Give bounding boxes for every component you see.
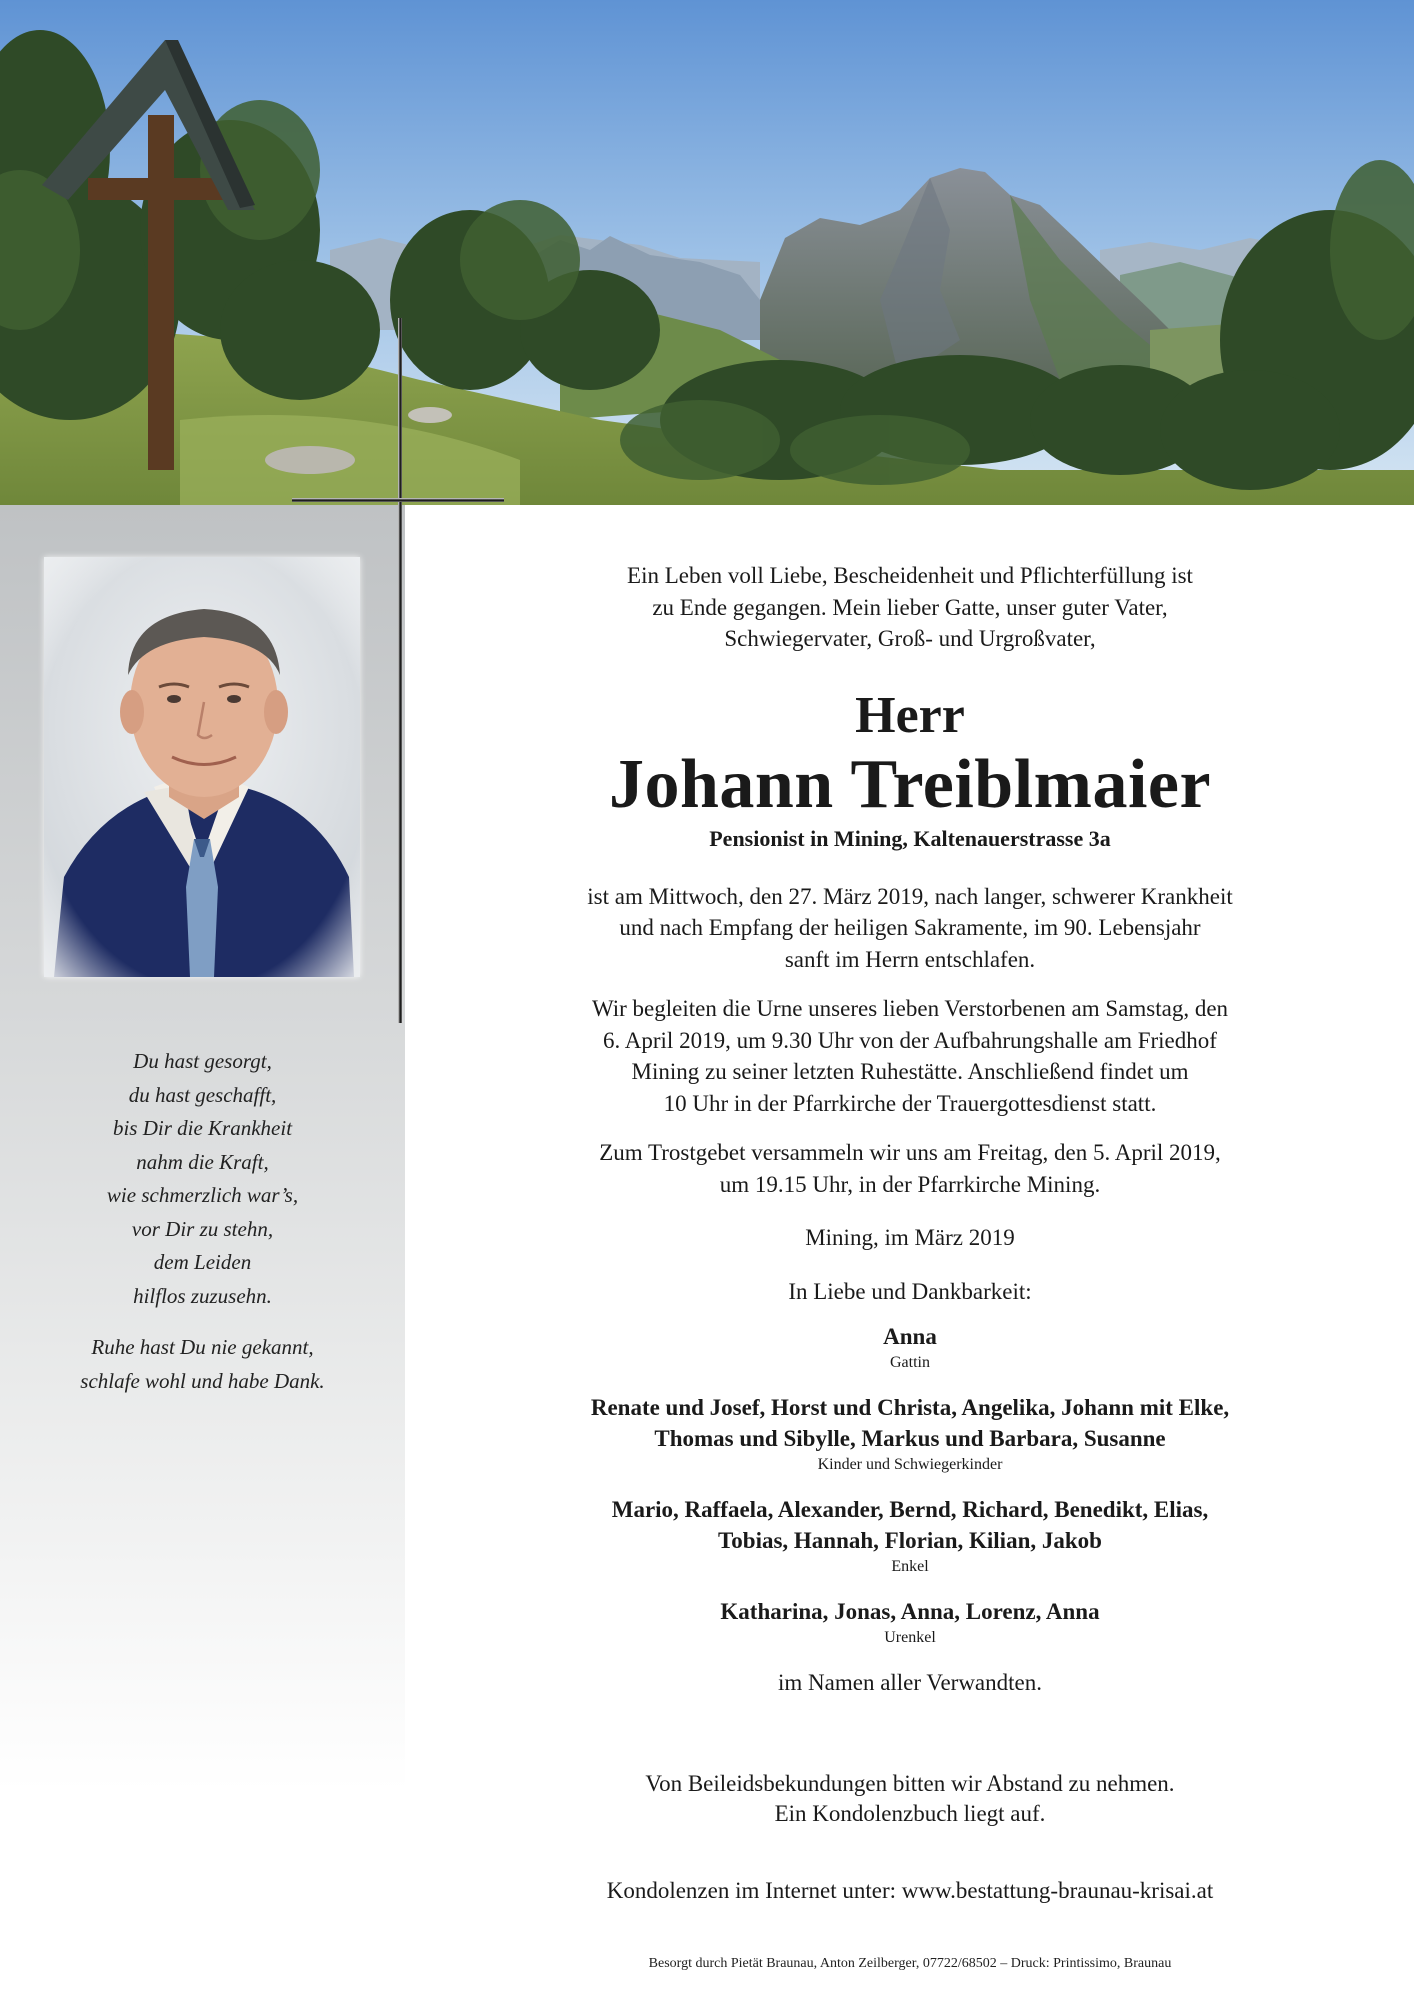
obituary-text [520,560,1300,1906]
death-line: ist am Mittwoch, den 27. März 2019, nach langer, schwerer Krankheit [587,883,1233,909]
deceased-subtitle: Pensionist in Mining, Kaltenauerstrasse 3a [709,825,1111,851]
funeral-line: 6. April 2019, um 9.30 Uhr von der Aufbahrungshalle am Friedhof [603,1027,1217,1053]
note-line: Ein Kondolenzbuch liegt auf. [774,1800,1046,1826]
family-names-line: Renate und Josef, Horst und Christa, Angelika, Johann mit Elke, [590,1395,1230,1420]
poem-stanza [30,1331,375,1398]
poem-line: dem Leiden [153,1250,252,1274]
poem-line: du hast geschafft, [128,1082,277,1107]
poem [30,1045,375,1416]
funeral-line: Mining zu seiner letzten Ruhestätte. Anschließend findet um [631,1059,1189,1084]
family-names: Katharina, Jonas, Anna, Lorenz, Anna [720,1599,1100,1624]
thanks-line: In Liebe und Dankbarkeit: [788,1278,1032,1304]
deceased-name: Johann Treiblmaier [608,745,1212,823]
poem-line: hilflos zuzusehn. [133,1283,272,1308]
poem-line: wie schmerzlich war’s, [106,1183,299,1207]
family-names: Anna [883,1324,937,1349]
prayer-line: um 19.15 Uhr, in der Pfarrkirche Mining. [719,1171,1101,1197]
funeral-line: Wir begleiten die Urne unseres lieben Verstorbenen am Samstag, den [591,996,1229,1021]
family-role: Urenkel [884,1629,936,1646]
family-names [520,1392,1300,1454]
poem-stanza [30,1045,375,1313]
sidebar [0,505,405,2000]
funeral-line: 10 Uhr in der Pfarrkirche der Trauergottesdienst statt. [663,1090,1157,1116]
cross-divider-horizontal [292,498,504,502]
cross-divider-vertical [398,318,402,1023]
intro-line: zu Ende gegangen. Mein lieber Gatte, unser guter Vater, [652,594,1168,620]
death-line: und nach Empfang der heiligen Sakramente, im 90. Lebensjahr [619,915,1201,940]
death-paragraph [520,881,1300,976]
closing-line: im Namen aller Verwandten. [778,1670,1042,1695]
poem-line: nahm die Kraft, [136,1149,269,1174]
online-condolence-link: Kondolenzen im Internet unter: www.bestattung-braunau-krisai.at [606,1877,1214,1903]
prayer-line: Zum Trostgebet versammeln wir uns am Freitag, den 5. April 2019, [599,1140,1221,1165]
print-footer: Besorgt durch Pietät Braunau, Anton Zeilberger, 07722/68502 – Druck: Printissimo, Braunau [648,1956,1172,1971]
family-names [520,1494,1300,1556]
family-names-line: Tobias, Hannah, Florian, Kilian, Jakob [718,1528,1102,1553]
family-role: Kinder und Schwiegerkinder [817,1456,1003,1473]
intro-line: Schwiegervater, Groß- und Urgroßvater, [724,626,1096,651]
poem-line: Du hast gesorgt, [133,1049,272,1073]
poem-line: bis Dir die Krankheit [112,1116,293,1140]
intro-line: Ein Leben voll Liebe, Bescheidenheit und Pflichterfüllung ist [627,563,1193,588]
header-landscape-photo [0,0,1414,505]
family-names-line: Mario, Raffaela, Alexander, Bernd, Richard, Benedikt, Elias, [611,1497,1209,1522]
poem-line: schlafe wohl und habe Dank. [80,1368,325,1393]
portrait-photo [44,557,360,977]
poem-line: Ruhe hast Du nie gekannt, [91,1335,314,1359]
death-line: sanft im Herrn entschlafen. [784,946,1036,972]
place-date: Mining, im März 2019 [805,1225,1015,1250]
honorific: Herr [855,686,965,744]
note-line: Von Beileidsbekundungen bitten wir Abstand zu nehmen. [645,1770,1175,1796]
family-role: Enkel [891,1558,929,1575]
prayer-paragraph [520,1137,1300,1200]
funeral-paragraph [520,993,1300,1119]
family-names-line: Thomas und Sibylle, Markus und Barbara, Susanne [654,1426,1166,1451]
family-role: Gattin [890,1354,930,1371]
intro-paragraph [520,560,1300,655]
poem-line: vor Dir zu stehn, [131,1216,274,1241]
condolence-note [520,1769,1300,1829]
